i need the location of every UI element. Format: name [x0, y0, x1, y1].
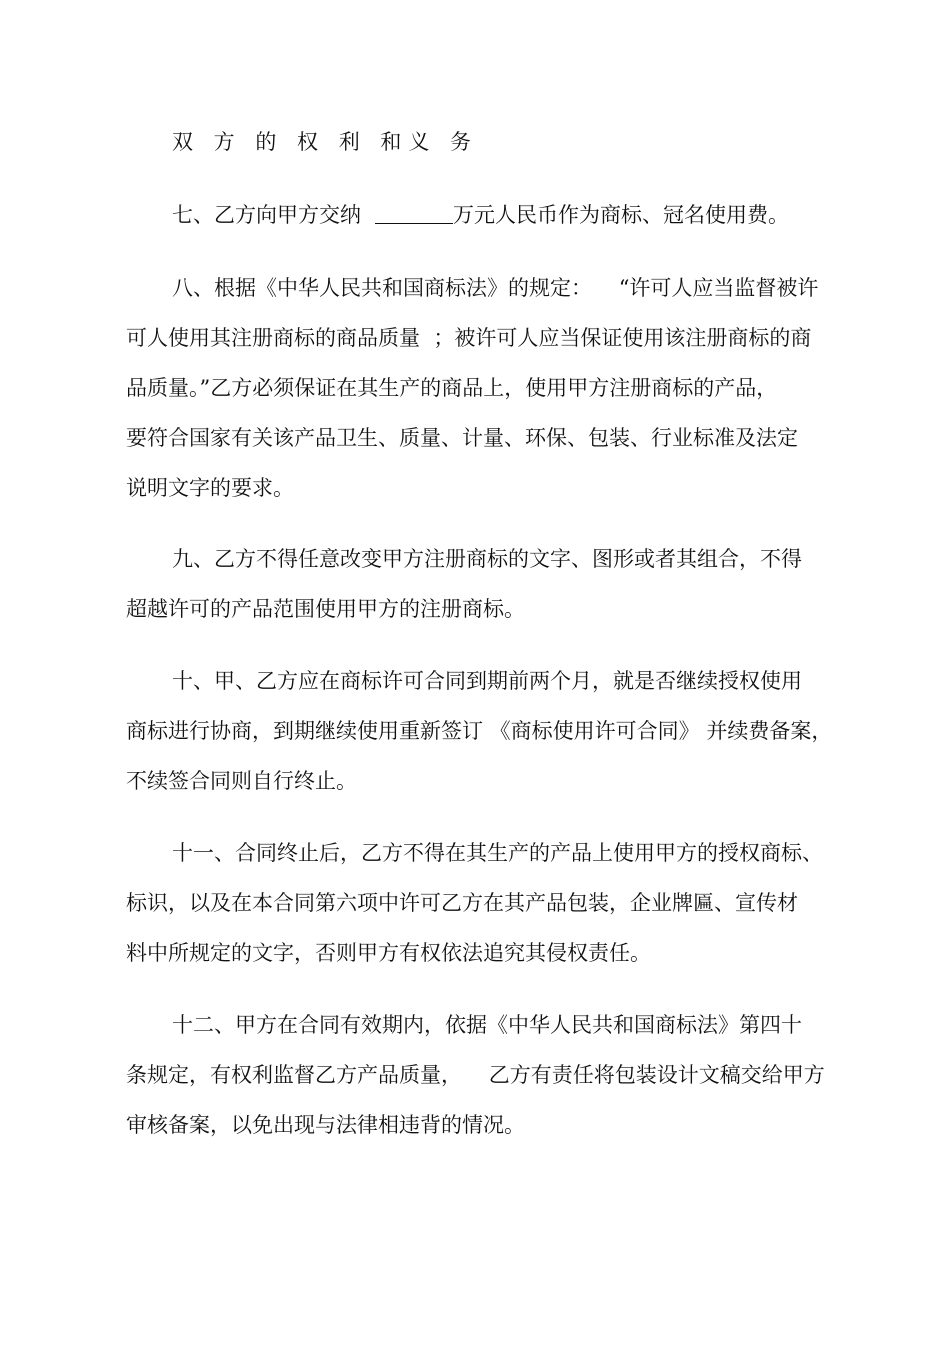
section-heading: 双 方 的 权 利 和义 务 — [172, 130, 479, 154]
clause-8-line-5: 说明文字的要求。 — [126, 476, 294, 500]
clause-11-line-2: 标识，以及在本合同第六项中许可乙方在其产品包装，企业牌匾、宣传材 — [126, 891, 798, 915]
clause-10-line-1: 十、甲、乙方应在商标许可合同到期前两个月，就是否继续授权使用 — [172, 669, 802, 693]
fill-in-blank-line — [375, 222, 453, 224]
clause-10-line-2: 商标进行协商，到期继续使用重新签订 《商标使用许可合同》 并续费备案， — [126, 719, 833, 743]
clause-10-line-3: 不续签合同则自行终止。 — [126, 769, 357, 793]
clause-9-line-2: 超越许可的产品范围使用甲方的注册商标。 — [126, 597, 525, 621]
clause-11-line-3: 料中所规定的文字，否则甲方有权依法追究其侵权责任。 — [126, 941, 651, 965]
clause-8-line-1: 八、根据《中华人民共和国商标法》的规定： “许可人应当监督被许 — [172, 276, 819, 300]
clause-9-line-1: 九、乙方不得任意改变甲方注册商标的文字、图形或者其组合，不得 — [172, 547, 802, 571]
clause-12-line-1: 十二、甲方在合同有效期内，依据《中华人民共和国商标法》第四十 — [172, 1013, 802, 1037]
clause-8-line-4: 要符合国家有关该产品卫生、质量、计量、环保、包装、行业标准及法定 — [126, 426, 798, 450]
clause-7-text-end: 万元人民币作为商标、冠名使用费。 — [453, 203, 789, 227]
clause-11-line-1: 十一、合同终止后，乙方不得在其生产的产品上使用甲方的授权商标、 — [172, 841, 823, 865]
clause-7 — [172, 202, 789, 228]
clause-8-line-3: 品质量。”乙方必须保证在其生产的商品上，使用甲方注册商标的产品， — [126, 376, 778, 400]
clause-7-text-start: 七、乙方向甲方交纳 — [172, 203, 361, 227]
clause-8-line-2: 可人使用其注册商标的商品质量 ；被许可人应当保证使用该注册商标的商 — [126, 326, 812, 350]
clause-12-line-3: 审核备案，以免出现与法律相违背的情况。 — [126, 1113, 525, 1137]
clause-12-line-2: 条规定，有权利监督乙方产品质量， 乙方有责任将包装设计文稿交给甲方 — [126, 1063, 825, 1087]
